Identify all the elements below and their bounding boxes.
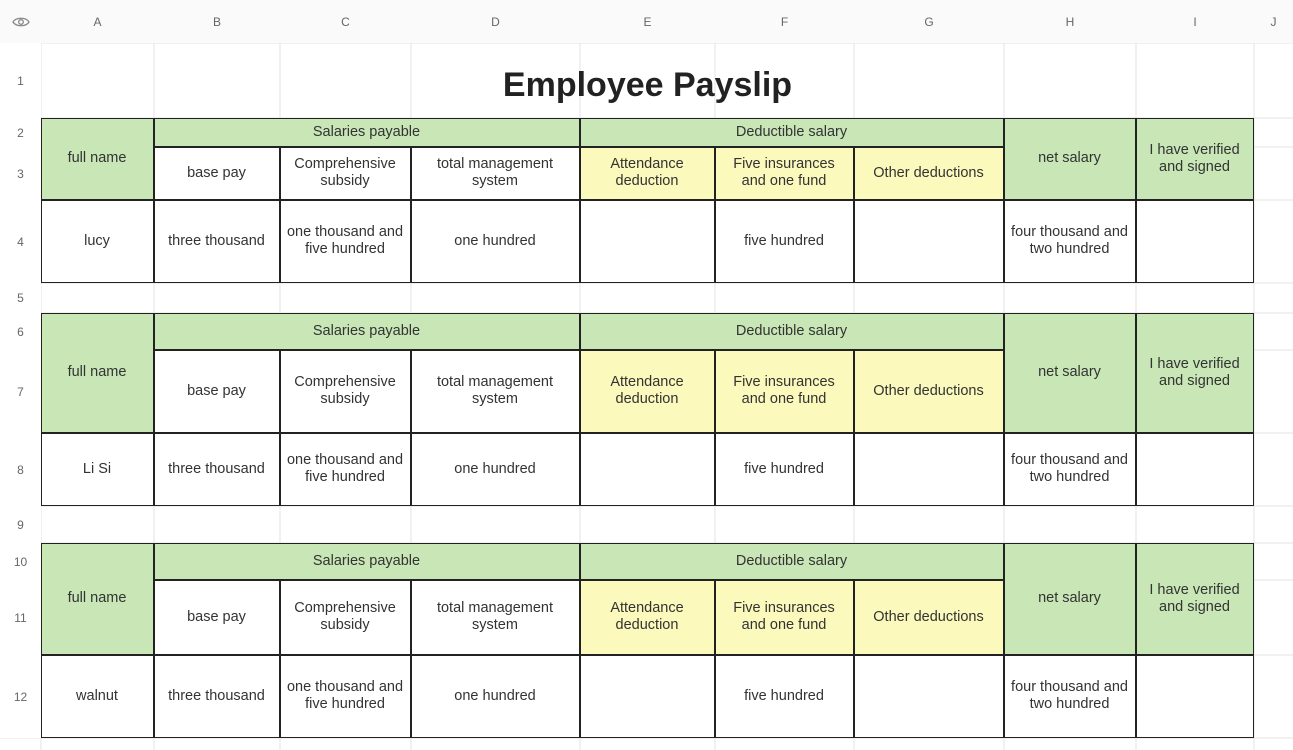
row-header-2[interactable]: 2 [0,118,41,147]
attendance-deduction-cell[interactable] [580,200,715,283]
comprehensive-subsidy-header[interactable]: Comprehensive subsidy [280,350,411,433]
eye-icon [12,16,30,28]
attendance-deduction-header[interactable]: Attendance deduction [580,350,715,433]
employee-name-cell[interactable]: lucy [41,200,154,283]
comprehensive-subsidy-cell[interactable]: one thousand and five hundred [280,433,411,506]
row-header-11[interactable]: 11 [0,580,41,655]
verified-signed-cell[interactable] [1136,200,1254,283]
total-management-system-cell[interactable]: one hundred [411,200,580,283]
comprehensive-subsidy-header[interactable]: Comprehensive subsidy [280,580,411,655]
employee-name-cell[interactable]: Li Si [41,433,154,506]
full-name-header[interactable]: full name [41,543,154,655]
other-deductions-header[interactable]: Other deductions [854,147,1004,200]
net-salary-cell[interactable]: four thousand and two hundred [1004,433,1136,506]
deductible-salary-header[interactable]: Deductible salary [580,313,1004,350]
column-header-g[interactable]: G [854,0,1004,43]
comprehensive-subsidy-cell[interactable]: one thousand and five hundred [280,200,411,283]
row-header-1[interactable]: 1 [0,43,41,118]
verified-signed-cell[interactable] [1136,655,1254,738]
salaries-payable-header[interactable]: Salaries payable [154,118,580,147]
row-header-9[interactable]: 9 [0,506,41,543]
attendance-deduction-cell[interactable] [580,433,715,506]
five-insurances-header[interactable]: Five insurances and one fund [715,147,854,200]
column-header-d[interactable]: D [411,0,580,43]
five-insurances-cell[interactable]: five hundred [715,200,854,283]
net-salary-cell[interactable]: four thousand and two hundred [1004,200,1136,283]
employee-name-cell[interactable]: walnut [41,655,154,738]
comprehensive-subsidy-cell[interactable]: one thousand and five hundred [280,655,411,738]
row-header-3[interactable]: 3 [0,147,41,200]
total-management-system-header[interactable]: total management system [411,580,580,655]
net-salary-cell[interactable]: four thousand and two hundred [1004,655,1136,738]
column-header-i[interactable]: I [1136,0,1254,43]
five-insurances-cell[interactable]: five hundred [715,655,854,738]
total-management-system-cell[interactable]: one hundred [411,433,580,506]
five-insurances-cell[interactable]: five hundred [715,433,854,506]
net-salary-header[interactable]: net salary [1004,543,1136,655]
column-header-b[interactable]: B [154,0,280,43]
deductible-salary-header[interactable]: Deductible salary [580,118,1004,147]
page-title: Employee Payslip [502,66,793,104]
column-header-a[interactable]: A [41,0,154,43]
row-header-5[interactable]: 5 [0,283,41,313]
verified-signed-cell[interactable] [1136,433,1254,506]
column-header-e[interactable]: E [580,0,715,43]
row-header-12[interactable]: 12 [0,655,41,738]
other-deductions-cell[interactable] [854,200,1004,283]
select-all-corner[interactable] [0,0,41,43]
comprehensive-subsidy-header[interactable]: Comprehensive subsidy [280,147,411,200]
row-header-6[interactable]: 6 [0,313,41,350]
column-header-j[interactable]: J [1254,0,1293,43]
verified-signed-header[interactable]: I have verified and signed [1136,118,1254,200]
other-deductions-cell[interactable] [854,433,1004,506]
base-pay-cell[interactable]: three thousand [154,655,280,738]
verified-signed-header[interactable]: I have verified and signed [1136,313,1254,433]
other-deductions-header[interactable]: Other deductions [854,580,1004,655]
total-management-system-cell[interactable]: one hundred [411,655,580,738]
attendance-deduction-header[interactable]: Attendance deduction [580,580,715,655]
column-header-f[interactable]: F [715,0,854,43]
base-pay-cell[interactable]: three thousand [154,200,280,283]
salaries-payable-header[interactable]: Salaries payable [154,313,580,350]
base-pay-header[interactable]: base pay [154,350,280,433]
base-pay-header[interactable]: base pay [154,147,280,200]
row-header-7[interactable]: 7 [0,350,41,433]
total-management-system-header[interactable]: total management system [411,147,580,200]
net-salary-header[interactable]: net salary [1004,313,1136,433]
five-insurances-header[interactable]: Five insurances and one fund [715,580,854,655]
column-header-h[interactable]: H [1004,0,1136,43]
row-header-8[interactable]: 8 [0,433,41,506]
attendance-deduction-cell[interactable] [580,655,715,738]
other-deductions-cell[interactable] [854,655,1004,738]
base-pay-cell[interactable]: three thousand [154,433,280,506]
column-header-c[interactable]: C [280,0,411,43]
deductible-salary-header[interactable]: Deductible salary [580,543,1004,580]
full-name-header[interactable]: full name [41,313,154,433]
five-insurances-header[interactable]: Five insurances and one fund [715,350,854,433]
full-name-header[interactable]: full name [41,118,154,200]
verified-signed-header[interactable]: I have verified and signed [1136,543,1254,655]
base-pay-header[interactable]: base pay [154,580,280,655]
salaries-payable-header[interactable]: Salaries payable [154,543,580,580]
row-header-10[interactable]: 10 [0,543,41,580]
total-management-system-header[interactable]: total management system [411,350,580,433]
row-header-4[interactable]: 4 [0,200,41,283]
attendance-deduction-header[interactable]: Attendance deduction [580,147,715,200]
other-deductions-header[interactable]: Other deductions [854,350,1004,433]
net-salary-header[interactable]: net salary [1004,118,1136,200]
